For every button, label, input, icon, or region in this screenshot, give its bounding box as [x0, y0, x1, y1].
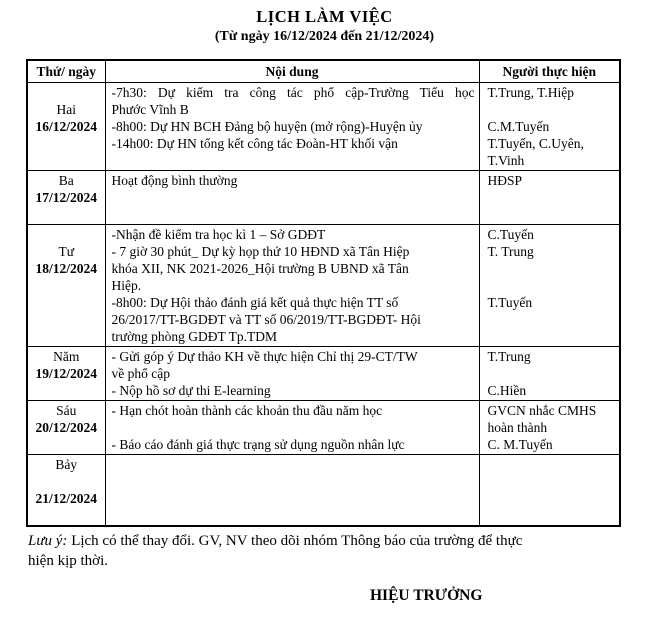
day-line: Bảy — [55, 457, 78, 472]
people-line: C.Hiền — [487, 383, 527, 398]
people-line: C.M.Tuyến — [487, 119, 550, 134]
date-line: 18/12/2024 — [35, 261, 97, 276]
table-row — [27, 171, 620, 225]
day-line — [30, 436, 103, 453]
day-cell — [27, 83, 105, 171]
people-cell — [479, 83, 620, 171]
content-line: - Hạn chót hoàn thành các khoản thu đầu năm học — [111, 403, 383, 418]
signature-title: HIỆU TRƯỞNG — [370, 587, 483, 604]
people-cell — [479, 225, 620, 347]
note-label: Lưu ý: — [28, 533, 68, 549]
day-line — [30, 382, 103, 399]
people-cell — [479, 171, 620, 225]
note-text-line2: hiện kịp thời. — [28, 553, 109, 569]
content-cell — [105, 347, 479, 401]
people-line: T.Tuyến — [487, 295, 533, 310]
table-row — [27, 455, 620, 527]
page-title: LỊCH LÀM VIỆC — [256, 7, 393, 26]
content-line: -8h00: Dự HN BCH Đảng bộ huyện (mở rộng)-Huyện ủy — [111, 119, 423, 134]
document-page — [0, 6, 649, 631]
content-line: -14h00: Dự HN tổng kết công tác Đoàn-HT khối vận — [111, 136, 398, 151]
content-line: -8h00: Dự Hội thảo đánh giá kết quả thực hiện TT số — [111, 295, 399, 310]
people-line: hoàn thành — [487, 420, 548, 435]
day-line — [30, 473, 103, 490]
day-line — [30, 206, 103, 223]
people-line — [488, 260, 616, 277]
day-cell — [27, 347, 105, 401]
content-line: -Nhận đề kiểm tra học kì 1 – Sở GDĐT — [111, 227, 326, 242]
people-line: HĐSP — [487, 173, 523, 188]
content-line: trường phòng GDĐT Tp.TDM — [111, 329, 277, 344]
note-line-1 — [28, 531, 639, 551]
people-line — [488, 277, 616, 294]
content-line: - Nộp hồ sơ dự thi E-learning — [111, 383, 271, 398]
day-line — [30, 84, 103, 101]
content-line: Hoạt động bình thường — [111, 173, 238, 188]
day-cell — [27, 455, 105, 527]
day-line: Tư — [58, 244, 75, 259]
note — [28, 531, 639, 571]
people-line: T.Trung — [487, 349, 531, 364]
content-line: 26/2017/TT-BGDĐT và TT số 06/2019/TT-BGDĐT- Hội — [111, 312, 421, 327]
people-line: T.Vinh — [487, 153, 525, 168]
day-line — [30, 226, 103, 243]
content-line: - Gửi góp ý Dự thảo KH về thực hiện Chỉ thị 29-CT/TW — [111, 349, 418, 364]
page-subtitle: (Từ ngày 16/12/2024 đến 21/12/2024) — [214, 29, 435, 44]
table-row — [27, 225, 620, 347]
date-line: 17/12/2024 — [35, 190, 97, 205]
people-cell — [479, 347, 620, 401]
header-row — [27, 60, 620, 83]
content-line: - 7 giờ 30 phút_ Dự kỳ họp thứ 10 HĐND xã Tân Hiệp — [111, 244, 410, 259]
people-line — [488, 365, 616, 382]
people-line: C.Tuyến — [487, 227, 534, 242]
schedule-table — [26, 59, 621, 527]
content-line — [112, 419, 475, 436]
people-line: T.Trung, T.Hiệp — [487, 85, 575, 100]
content-line: Hiệp. — [111, 278, 142, 293]
header-content: Nội dung — [105, 60, 479, 83]
header-people: Người thực hiện — [479, 60, 620, 83]
date-line: 16/12/2024 — [35, 119, 97, 134]
day-line — [30, 507, 103, 524]
content-cell — [105, 455, 479, 527]
date-line: 19/12/2024 — [35, 366, 97, 381]
people-line: GVCN nhắc CMHS — [487, 403, 597, 418]
day-line: Sáu — [56, 403, 77, 418]
content-cell — [105, 225, 479, 347]
header-day: Thứ/ ngày — [27, 60, 105, 83]
day-line: Năm — [53, 349, 80, 364]
date-line: 20/12/2024 — [35, 420, 97, 435]
people-cell — [479, 455, 620, 527]
day-line: Hai — [56, 102, 76, 117]
table-row — [27, 83, 620, 171]
day-line: Ba — [58, 173, 74, 188]
people-line: T.Tuyến, C.Uyên, — [487, 136, 584, 151]
content-cell — [105, 83, 479, 171]
schedule-table-body — [27, 83, 620, 527]
content-cell — [105, 401, 479, 455]
people-line — [488, 101, 616, 118]
content-line: -7h30: Dự kiểm tra công tác phổ cập-Trường Tiểu học — [111, 85, 475, 100]
schedule-table-header — [27, 60, 620, 83]
day-cell — [27, 401, 105, 455]
note-text-line1: Lịch có thể thay đổi. GV, NV theo dõi nhóm Thông báo của trường để thực — [67, 533, 523, 549]
day-cell — [27, 171, 105, 225]
table-row — [27, 401, 620, 455]
content-line: - Báo cáo đánh giá thực trạng sử dụng nguồn nhân lực — [111, 437, 405, 452]
people-cell — [479, 401, 620, 455]
content-cell — [105, 171, 479, 225]
content-line: khóa XII, NK 2021-2026_Hội trường B UBND xã Tân — [111, 261, 409, 276]
table-row — [27, 347, 620, 401]
people-line: T. Trung — [487, 244, 534, 259]
date-line: 21/12/2024 — [35, 491, 97, 506]
content-line: về phổ cập — [111, 366, 170, 381]
day-cell — [27, 225, 105, 347]
content-line: Phước Vĩnh B — [111, 102, 189, 117]
people-line: C. M.Tuyến — [487, 437, 553, 452]
